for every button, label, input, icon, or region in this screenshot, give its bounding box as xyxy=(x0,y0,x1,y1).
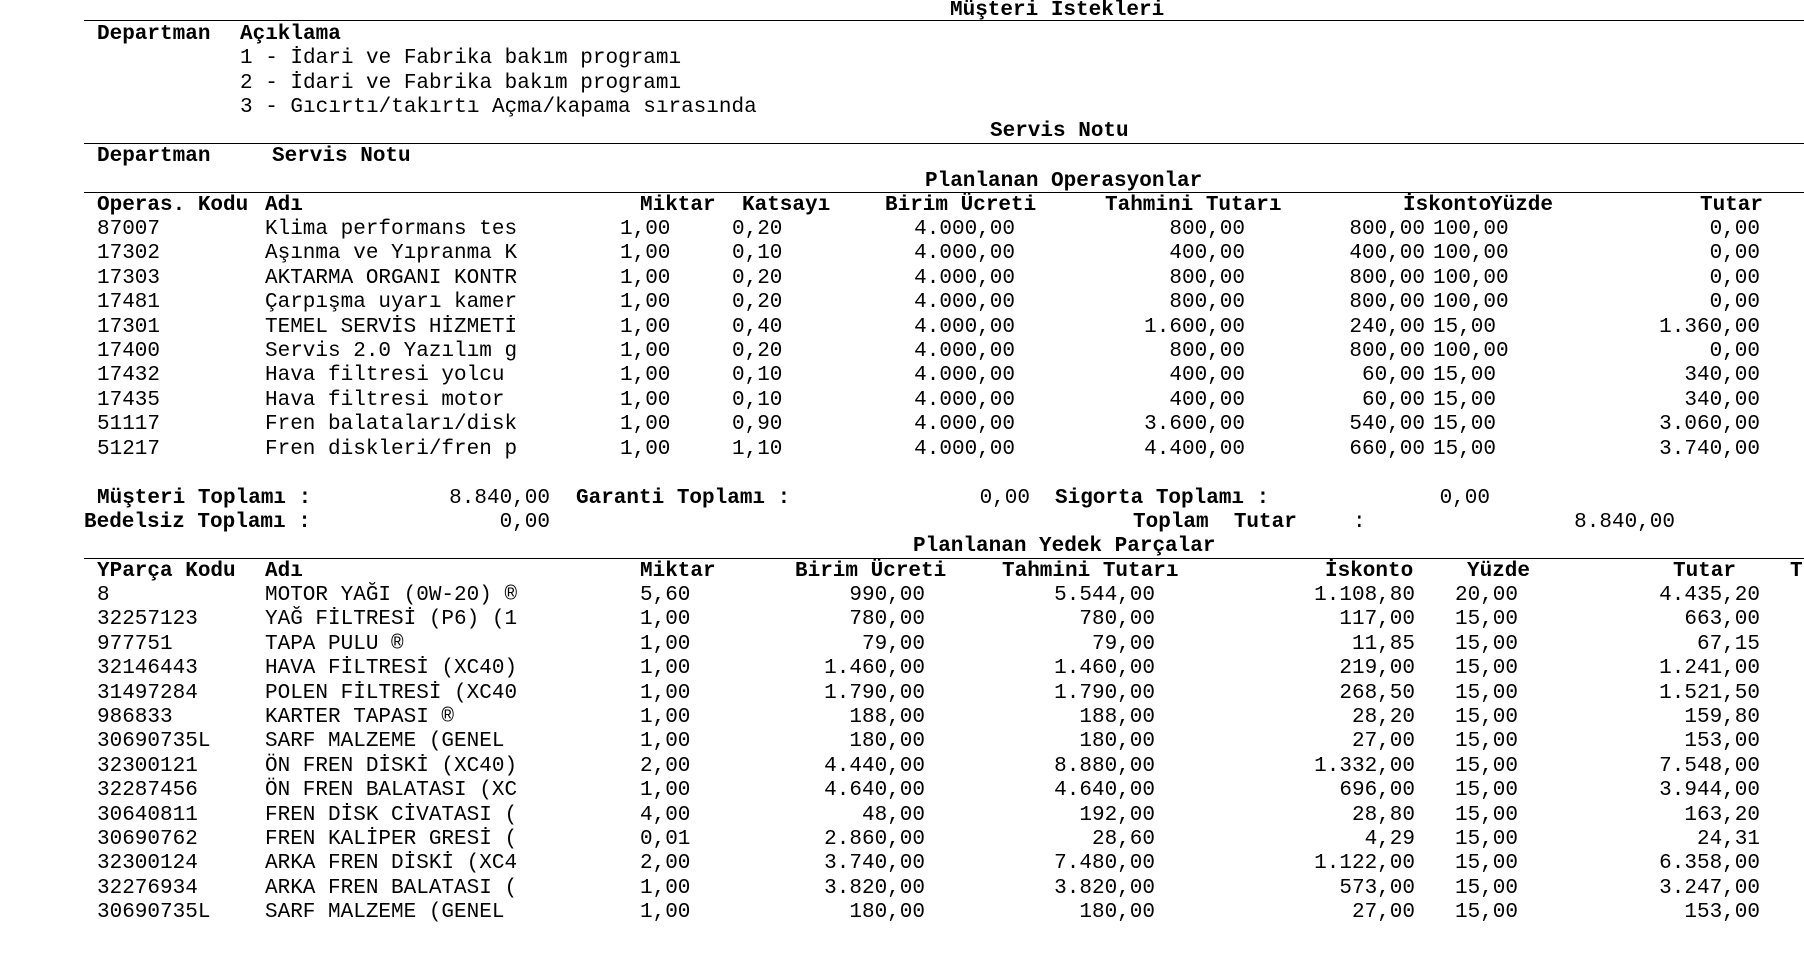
op-tahmini: 400,00 xyxy=(1169,388,1245,412)
part-birim: 180,00 xyxy=(849,901,925,925)
part-adi: ARKA FREN DİSKİ (XC4 xyxy=(265,852,518,876)
part-kod: 30690735L xyxy=(97,901,211,925)
op-miktar: 1,00 xyxy=(620,218,671,241)
op-tahmini: 400,00 xyxy=(1169,364,1245,388)
part-kod: 32287456 xyxy=(97,779,198,803)
op-birim: 4.000,00 xyxy=(914,242,1015,266)
op-katsayi: 1,10 xyxy=(732,437,783,461)
op-iskonto: 60,00 xyxy=(1361,364,1425,388)
part-yuzde: 15,00 xyxy=(1455,657,1519,681)
part-iskonto: 11,85 xyxy=(1351,632,1415,656)
op-tutar: 340,00 xyxy=(1684,364,1760,388)
part-header-iskonto: İskonto xyxy=(1325,560,1414,583)
op-tutar: 0,00 xyxy=(1709,218,1760,241)
col-departman: Departman xyxy=(97,145,211,168)
op-katsayi: 0,20 xyxy=(732,218,783,241)
op-iskonto: 800,00 xyxy=(1349,340,1425,363)
op-katsayi: 0,10 xyxy=(732,242,783,266)
part-miktar: 1,00 xyxy=(640,657,691,681)
op-adi: Servis 2.0 Yazılım g xyxy=(265,340,518,363)
op-adi: Fren balataları/disk xyxy=(265,413,518,437)
op-adi: AKTARMA ORGANI KONTR xyxy=(265,266,518,290)
op-tahmini: 800,00 xyxy=(1169,291,1245,315)
col-aciklama: Açıklama xyxy=(240,23,341,46)
part-birim: 780,00 xyxy=(849,608,925,632)
part-kod: 986833 xyxy=(97,706,173,729)
part-miktar: 1,00 xyxy=(640,779,691,803)
part-tutar: 7.548,00 xyxy=(1659,754,1760,778)
op-header-iskonto: İskonto xyxy=(1403,194,1492,217)
op-iskonto: 800,00 xyxy=(1349,266,1425,290)
toplam-tutar-colon: : xyxy=(1353,511,1366,534)
op-birim: 4.000,00 xyxy=(914,364,1015,388)
operasyonlar-title: Planlanan Operasyonlar xyxy=(925,170,1203,193)
toplam-tutar-value: 8.840,00 xyxy=(1574,511,1675,534)
part-iskonto: 573,00 xyxy=(1339,876,1415,900)
divider xyxy=(84,143,1804,144)
op-header-tutar: Tutar xyxy=(1700,194,1764,217)
part-header-miktar: Miktar xyxy=(640,560,716,583)
part-tutar: 663,00 xyxy=(1684,608,1760,632)
col-departman: Departman xyxy=(97,23,211,46)
op-tutar: 3.740,00 xyxy=(1659,437,1760,461)
part-kod: 32300121 xyxy=(97,754,198,778)
part-kod: 30640811 xyxy=(97,803,198,827)
op-adi: TEMEL SERVİS HİZMETİ xyxy=(265,315,518,339)
part-tahmini: 180,00 xyxy=(1079,730,1155,754)
op-iskonto: 60,00 xyxy=(1361,388,1425,412)
op-iskonto: 800,00 xyxy=(1349,218,1425,241)
part-miktar: 1,00 xyxy=(640,608,691,632)
op-katsayi: 0,20 xyxy=(732,340,783,363)
part-miktar: 0,01 xyxy=(640,828,691,851)
op-adi: Çarpışma uyarı kamer xyxy=(265,291,518,315)
op-iskonto: 240,00 xyxy=(1349,315,1425,339)
musteri-toplami-label: Müşteri Toplamı : xyxy=(97,487,312,510)
op-tahmini: 800,00 xyxy=(1169,266,1245,290)
part-birim: 48,00 xyxy=(861,803,925,827)
part-yuzde: 15,00 xyxy=(1455,632,1519,656)
part-adi: SARF MALZEME (GENEL xyxy=(265,901,505,925)
op-adi: Klima performans tes xyxy=(265,218,518,241)
divider xyxy=(84,20,1804,21)
part-tahmini: 188,00 xyxy=(1079,706,1155,729)
part-adi: SARF MALZEME (GENEL xyxy=(265,730,505,754)
part-yuzde: 15,00 xyxy=(1455,852,1519,876)
op-tahmini: 3.600,00 xyxy=(1144,413,1245,437)
part-tutar: 24,31 xyxy=(1696,828,1760,851)
op-tutar: 340,00 xyxy=(1684,388,1760,412)
part-tutar: 3.247,00 xyxy=(1659,876,1760,900)
op-kod: 17435 xyxy=(97,388,161,412)
bedelsiz-toplami-label: Bedelsiz Toplamı : xyxy=(84,511,311,534)
op-birim: 4.000,00 xyxy=(914,413,1015,437)
part-birim: 1.460,00 xyxy=(824,657,925,681)
divider xyxy=(84,192,1804,193)
part-iskonto: 27,00 xyxy=(1351,730,1415,754)
part-tutar: 67,15 xyxy=(1696,632,1760,656)
part-tahmini: 3.820,00 xyxy=(1054,876,1155,900)
op-kod: 87007 xyxy=(97,218,161,241)
part-iskonto: 117,00 xyxy=(1339,608,1415,632)
part-miktar: 1,00 xyxy=(640,901,691,925)
part-miktar: 2,00 xyxy=(640,754,691,778)
part-yuzde: 15,00 xyxy=(1455,681,1519,705)
parcalar-title: Planlanan Yedek Parçalar xyxy=(913,535,1216,558)
part-kod: 30690735L xyxy=(97,730,211,754)
op-katsayi: 0,40 xyxy=(732,315,783,339)
part-tutar: 159,80 xyxy=(1684,706,1760,729)
part-header-tahmini: Tahmini Tutarı xyxy=(1002,560,1179,583)
part-yuzde: 15,00 xyxy=(1455,876,1519,900)
part-header-birim: Birim Ücreti xyxy=(795,560,947,583)
part-miktar: 1,00 xyxy=(640,876,691,900)
part-iskonto: 1.122,00 xyxy=(1314,852,1415,876)
part-header-kod: YParça Kodu xyxy=(97,560,236,583)
part-yuzde: 15,00 xyxy=(1455,754,1519,778)
op-yuzde: 100,00 xyxy=(1433,340,1509,363)
part-iskonto: 1.332,00 xyxy=(1314,754,1415,778)
istek-item: 1 - İdari ve Fabrika bakım programı xyxy=(240,47,682,70)
part-tahmini: 1.460,00 xyxy=(1054,657,1155,681)
part-birim: 79,00 xyxy=(861,632,925,656)
part-tahmini: 192,00 xyxy=(1079,803,1155,827)
op-tutar: 1.360,00 xyxy=(1659,315,1760,339)
part-adi: YAĞ FİLTRESİ (P6) (1 xyxy=(265,608,518,632)
part-iskonto: 4,29 xyxy=(1364,828,1415,851)
op-tahmini: 4.400,00 xyxy=(1144,437,1245,461)
op-tutar: 0,00 xyxy=(1709,340,1760,363)
garanti-toplami-value: 0,00 xyxy=(979,487,1030,510)
op-iskonto: 400,00 xyxy=(1349,242,1425,266)
op-adi: Fren diskleri/fren p xyxy=(265,437,518,461)
op-miktar: 1,00 xyxy=(620,315,671,339)
op-kod: 17301 xyxy=(97,315,161,339)
part-birim: 2.860,00 xyxy=(824,828,925,851)
garanti-toplami-label: Garanti Toplamı : xyxy=(576,487,791,510)
op-miktar: 1,00 xyxy=(620,291,671,315)
servis-notu-title: Servis Notu xyxy=(990,120,1129,143)
op-yuzde: 100,00 xyxy=(1433,291,1509,315)
part-yuzde: 15,00 xyxy=(1455,803,1519,827)
part-tutar: 3.944,00 xyxy=(1659,779,1760,803)
part-kod: 32276934 xyxy=(97,876,198,900)
op-kod: 17432 xyxy=(97,364,161,388)
op-adi: Aşınma ve Yıpranma K xyxy=(265,242,518,266)
op-katsayi: 0,10 xyxy=(732,364,783,388)
istek-item: 2 - İdari ve Fabrika bakım programı xyxy=(240,72,682,95)
op-miktar: 1,00 xyxy=(620,437,671,461)
part-kod: 977751 xyxy=(97,632,173,656)
op-birim: 4.000,00 xyxy=(914,266,1015,290)
op-miktar: 1,00 xyxy=(620,388,671,412)
part-birim: 180,00 xyxy=(849,730,925,754)
op-adi: Hava filtresi motor xyxy=(265,388,505,412)
op-miktar: 1,00 xyxy=(620,340,671,363)
part-header-adi: Adı xyxy=(265,560,303,583)
op-tutar: 0,00 xyxy=(1709,242,1760,266)
part-birim: 4.640,00 xyxy=(824,779,925,803)
op-yuzde: 100,00 xyxy=(1433,242,1509,266)
op-yuzde: 15,00 xyxy=(1433,388,1497,412)
part-iskonto: 696,00 xyxy=(1339,779,1415,803)
col-servis-notu: Servis Notu xyxy=(272,145,411,168)
part-birim: 188,00 xyxy=(849,706,925,729)
part-birim: 4.440,00 xyxy=(824,754,925,778)
toplam-tutar-label: Toplam Tutar xyxy=(1133,511,1297,534)
op-katsayi: 0,10 xyxy=(732,388,783,412)
op-tahmini: 800,00 xyxy=(1169,218,1245,241)
divider xyxy=(84,558,1804,559)
op-miktar: 1,00 xyxy=(620,242,671,266)
op-iskonto: 800,00 xyxy=(1349,291,1425,315)
op-birim: 4.000,00 xyxy=(914,388,1015,412)
part-header-yuzde: Yüzde xyxy=(1467,560,1531,583)
part-tutar: 163,20 xyxy=(1684,803,1760,827)
op-yuzde: 15,00 xyxy=(1433,315,1497,339)
part-tutar: 4.435,20 xyxy=(1659,584,1760,607)
op-yuzde: 100,00 xyxy=(1433,218,1509,241)
part-miktar: 4,00 xyxy=(640,803,691,827)
part-iskonto: 27,00 xyxy=(1351,901,1415,925)
part-kod: 30690762 xyxy=(97,828,198,851)
part-tahmini: 8.880,00 xyxy=(1054,754,1155,778)
op-kod: 17400 xyxy=(97,340,161,363)
part-miktar: 1,00 xyxy=(640,632,691,656)
part-miktar: 1,00 xyxy=(640,706,691,729)
part-kod: 32257123 xyxy=(97,608,198,632)
op-kod: 51117 xyxy=(97,413,161,437)
part-adi: MOTOR YAĞI (0W-20) ® xyxy=(265,584,518,607)
part-miktar: 1,00 xyxy=(640,730,691,754)
part-header-tutar: Tutar xyxy=(1673,560,1737,583)
op-iskonto: 540,00 xyxy=(1349,413,1425,437)
part-kod: 31497284 xyxy=(97,681,198,705)
musteri-istekleri-title: Müşteri İstekleri xyxy=(950,0,1165,22)
part-yuzde: 15,00 xyxy=(1455,706,1519,729)
part-adi: FREN KALİPER GRESİ ( xyxy=(265,828,518,851)
part-iskonto: 268,50 xyxy=(1339,681,1415,705)
part-birim: 1.790,00 xyxy=(824,681,925,705)
op-birim: 4.000,00 xyxy=(914,437,1015,461)
part-kod: 32300124 xyxy=(97,852,198,876)
part-tahmini: 28,60 xyxy=(1091,828,1155,851)
op-header-tahmini: Tahmini Tutarı xyxy=(1105,194,1282,217)
part-adi: ÖN FREN DİSKİ (XC40) xyxy=(265,754,518,778)
op-kod: 51217 xyxy=(97,437,161,461)
op-header-adi: Adı xyxy=(265,194,303,217)
op-tutar: 0,00 xyxy=(1709,291,1760,315)
part-kod: 32146443 xyxy=(97,657,198,681)
part-tahmini: 7.480,00 xyxy=(1054,852,1155,876)
part-miktar: 5,60 xyxy=(640,584,691,607)
part-iskonto: 28,20 xyxy=(1351,706,1415,729)
part-tutar: 1.241,00 xyxy=(1659,657,1760,681)
op-katsayi: 0,20 xyxy=(732,291,783,315)
op-katsayi: 0,20 xyxy=(732,266,783,290)
part-miktar: 2,00 xyxy=(640,852,691,876)
part-tahmini: 5.544,00 xyxy=(1054,584,1155,607)
part-tutar: 153,00 xyxy=(1684,730,1760,754)
op-header-yuzde: Yüzde xyxy=(1490,194,1554,217)
op-tahmini: 1.600,00 xyxy=(1144,315,1245,339)
part-birim: 990,00 xyxy=(849,584,925,607)
sigorta-toplami-label: Sigorta Toplamı : xyxy=(1055,487,1270,510)
part-tutar: 153,00 xyxy=(1684,901,1760,925)
sigorta-toplami-value: 0,00 xyxy=(1439,487,1490,510)
op-birim: 4.000,00 xyxy=(914,340,1015,363)
op-header-kod: Operas. Kodu xyxy=(97,194,249,217)
part-iskonto: 219,00 xyxy=(1339,657,1415,681)
op-katsayi: 0,90 xyxy=(732,413,783,437)
part-tahmini: 180,00 xyxy=(1079,901,1155,925)
part-yuzde: 15,00 xyxy=(1455,779,1519,803)
part-yuzde: 15,00 xyxy=(1455,828,1519,851)
part-tutar: 1.521,50 xyxy=(1659,681,1760,705)
part-adi: TAPA PULU ® xyxy=(265,632,404,656)
op-yuzde: 15,00 xyxy=(1433,437,1497,461)
part-kod: 8 xyxy=(97,584,110,607)
part-yuzde: 20,00 xyxy=(1455,584,1519,607)
part-iskonto: 28,80 xyxy=(1351,803,1415,827)
part-adi: HAVA FİLTRESİ (XC40) xyxy=(265,657,518,681)
part-birim: 3.740,00 xyxy=(824,852,925,876)
op-tahmini: 400,00 xyxy=(1169,242,1245,266)
part-tahmini: 780,00 xyxy=(1079,608,1155,632)
op-yuzde: 15,00 xyxy=(1433,413,1497,437)
op-birim: 4.000,00 xyxy=(914,218,1015,241)
op-kod: 17481 xyxy=(97,291,161,315)
part-header-extra: T xyxy=(1790,560,1803,583)
op-adi: Hava filtresi yolcu xyxy=(265,364,505,388)
musteri-toplami-value: 8.840,00 xyxy=(449,487,550,510)
op-tahmini: 800,00 xyxy=(1169,340,1245,363)
op-header-miktar: Miktar xyxy=(640,194,716,217)
op-kod: 17302 xyxy=(97,242,161,266)
part-tahmini: 79,00 xyxy=(1091,632,1155,656)
part-yuzde: 15,00 xyxy=(1455,901,1519,925)
part-iskonto: 1.108,80 xyxy=(1314,584,1415,607)
op-miktar: 1,00 xyxy=(620,413,671,437)
op-tutar: 0,00 xyxy=(1709,266,1760,290)
part-adi: ÖN FREN BALATASI (XC xyxy=(265,779,518,803)
op-birim: 4.000,00 xyxy=(914,315,1015,339)
op-miktar: 1,00 xyxy=(620,364,671,388)
part-birim: 3.820,00 xyxy=(824,876,925,900)
op-kod: 17303 xyxy=(97,266,161,290)
op-header-birim: Birim Ücreti xyxy=(885,194,1037,217)
part-adi: FREN DİSK CİVATASI ( xyxy=(265,803,518,827)
istek-item: 3 - Gıcırtı/takırtı Açma/kapama sırasında xyxy=(240,96,757,119)
part-tutar: 6.358,00 xyxy=(1659,852,1760,876)
part-yuzde: 15,00 xyxy=(1455,608,1519,632)
op-birim: 4.000,00 xyxy=(914,291,1015,315)
op-miktar: 1,00 xyxy=(620,266,671,290)
part-adi: ARKA FREN BALATASI ( xyxy=(265,876,518,900)
part-yuzde: 15,00 xyxy=(1455,730,1519,754)
op-header-katsayi: Katsayı xyxy=(742,194,831,217)
part-tahmini: 1.790,00 xyxy=(1054,681,1155,705)
part-miktar: 1,00 xyxy=(640,681,691,705)
op-yuzde: 15,00 xyxy=(1433,364,1497,388)
part-adi: KARTER TAPASI ® xyxy=(265,706,455,729)
part-tahmini: 4.640,00 xyxy=(1054,779,1155,803)
op-yuzde: 100,00 xyxy=(1433,266,1509,290)
part-adi: POLEN FİLTRESİ (XC40 xyxy=(265,681,518,705)
op-tutar: 3.060,00 xyxy=(1659,413,1760,437)
op-iskonto: 660,00 xyxy=(1349,437,1425,461)
bedelsiz-toplami-value: 0,00 xyxy=(499,511,550,534)
